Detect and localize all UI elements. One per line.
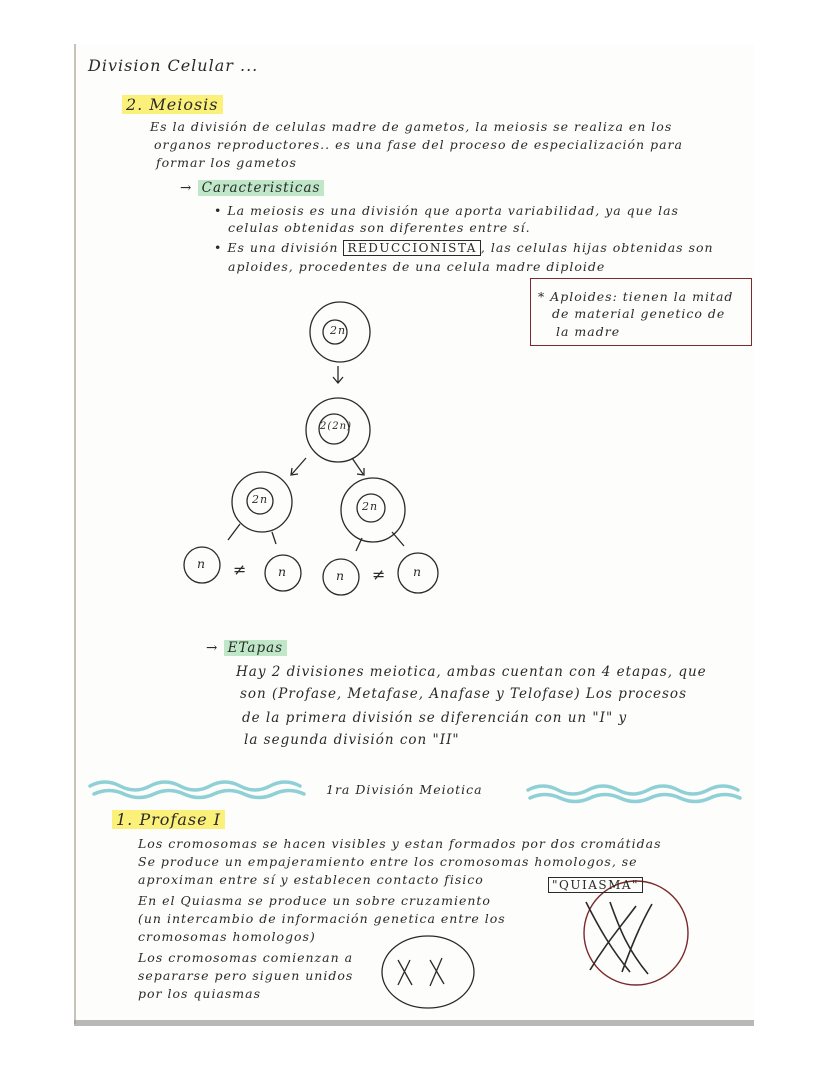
arrow-right-icon: →: [206, 640, 224, 656]
mid-cell-left-label: 2n: [252, 493, 269, 506]
caracteristicas-bullet-2-line-1: • Es una división REDUCCIONISTA , las celulas hijas obtenidas son: [214, 240, 714, 255]
bottom-cell-3-label: n: [336, 568, 346, 583]
caracteristicas-bullet-1-line-1: • La meiosis es una división que aporta variabilidad, ya que las: [214, 203, 679, 218]
bottom-cell-2-label: n: [278, 564, 288, 579]
bottom-cell-4-label: n: [413, 564, 423, 579]
bullet-2-pre: Es una división: [227, 240, 339, 255]
wave-right-top: [528, 786, 738, 794]
neq-symbol-right: ≠: [372, 565, 387, 584]
profase-line-2: Se produce un empajeramiento entre los cromosomas homologos, se: [138, 854, 638, 869]
etapas-line-4: la segunda división con "II": [244, 732, 460, 748]
mid-cell-right-label: 2n: [362, 500, 379, 513]
meiosis-intro-line-3: formar los gametos: [156, 155, 297, 170]
bullet-1-text-1: La meiosis es una división que aporta variabilidad, ya que las: [227, 203, 679, 218]
meiosis-intro-line-2: organos reproductores.. es una fase del proceso de especialización para: [154, 137, 683, 152]
wave-left-top: [90, 782, 300, 790]
quiasma-label: [548, 877, 643, 892]
bottom-cell-1-label: n: [197, 556, 207, 571]
meiosis-intro-line-1: Es la división de celulas madre de gametos, la meiosis se realiza en los: [150, 119, 673, 134]
profase-line-4: En el Quiasma se produce un sobre cruzamiento: [138, 893, 491, 908]
bullet-2-post: , las celulas hijas obtenidas son: [480, 240, 714, 255]
profase-line-1: Los cromosomas se hacen visibles y estan formados por dos cromátidas: [138, 836, 662, 851]
profase-line-7: Los cromosomas comienzan a: [138, 950, 354, 965]
wave-left-bottom: [94, 791, 304, 798]
profase-line-3: aproximan entre sí y establecen contacto fisico: [138, 872, 484, 887]
caracteristicas-bullet-2-line-2: aploides, procedentes de una celula madre diploide: [228, 259, 606, 274]
etapas-heading-text: ETapas: [224, 640, 287, 656]
profase-line-8: separarse pero siguen unidos: [138, 968, 354, 983]
division-meiotica-title: 1ra División Meiotica: [326, 782, 483, 797]
note-line-2: de material genetico de: [552, 306, 726, 321]
etapas-line-2: son (Profase, Metafase, Anafase y Telofase) Los procesos: [240, 686, 687, 702]
note-line-1: * Aploides: tienen la mitad: [538, 289, 734, 304]
page-title: Division Celular ...: [88, 56, 259, 75]
caracteristicas-heading-text: Caracteristicas: [198, 180, 325, 196]
profase-line-6: cromosomas homologos): [138, 929, 316, 944]
profase-heading: [112, 810, 225, 829]
second-cell-label: 2(2n): [320, 421, 352, 432]
caracteristicas-bullet-1-line-2: celulas obtenidas son diferentes entre sí.: [228, 220, 531, 235]
profase-line-5: (un intercambio de información genetica entre los: [138, 911, 506, 926]
meiosis-heading-text: 2. Meiosis: [122, 95, 223, 114]
neq-symbol-left: ≠: [233, 560, 248, 579]
etapas-line-3: de la primera división se diferencián con un "I" y: [242, 710, 628, 726]
reduccionista-box: REDUCCIONISTA: [343, 240, 480, 256]
profase-line-9: por los quiasmas: [138, 986, 262, 1001]
profase-heading-text: 1. Profase I: [112, 810, 225, 829]
arrow-right-icon: →: [180, 180, 198, 196]
quiasma-box: "QUIASMA": [548, 877, 643, 893]
top-cell-label: 2n: [330, 324, 347, 337]
etapas-line-1: Hay 2 divisiones meiotica, ambas cuentan con 4 etapas, que: [236, 664, 707, 680]
note-line-3: la madre: [556, 324, 621, 339]
